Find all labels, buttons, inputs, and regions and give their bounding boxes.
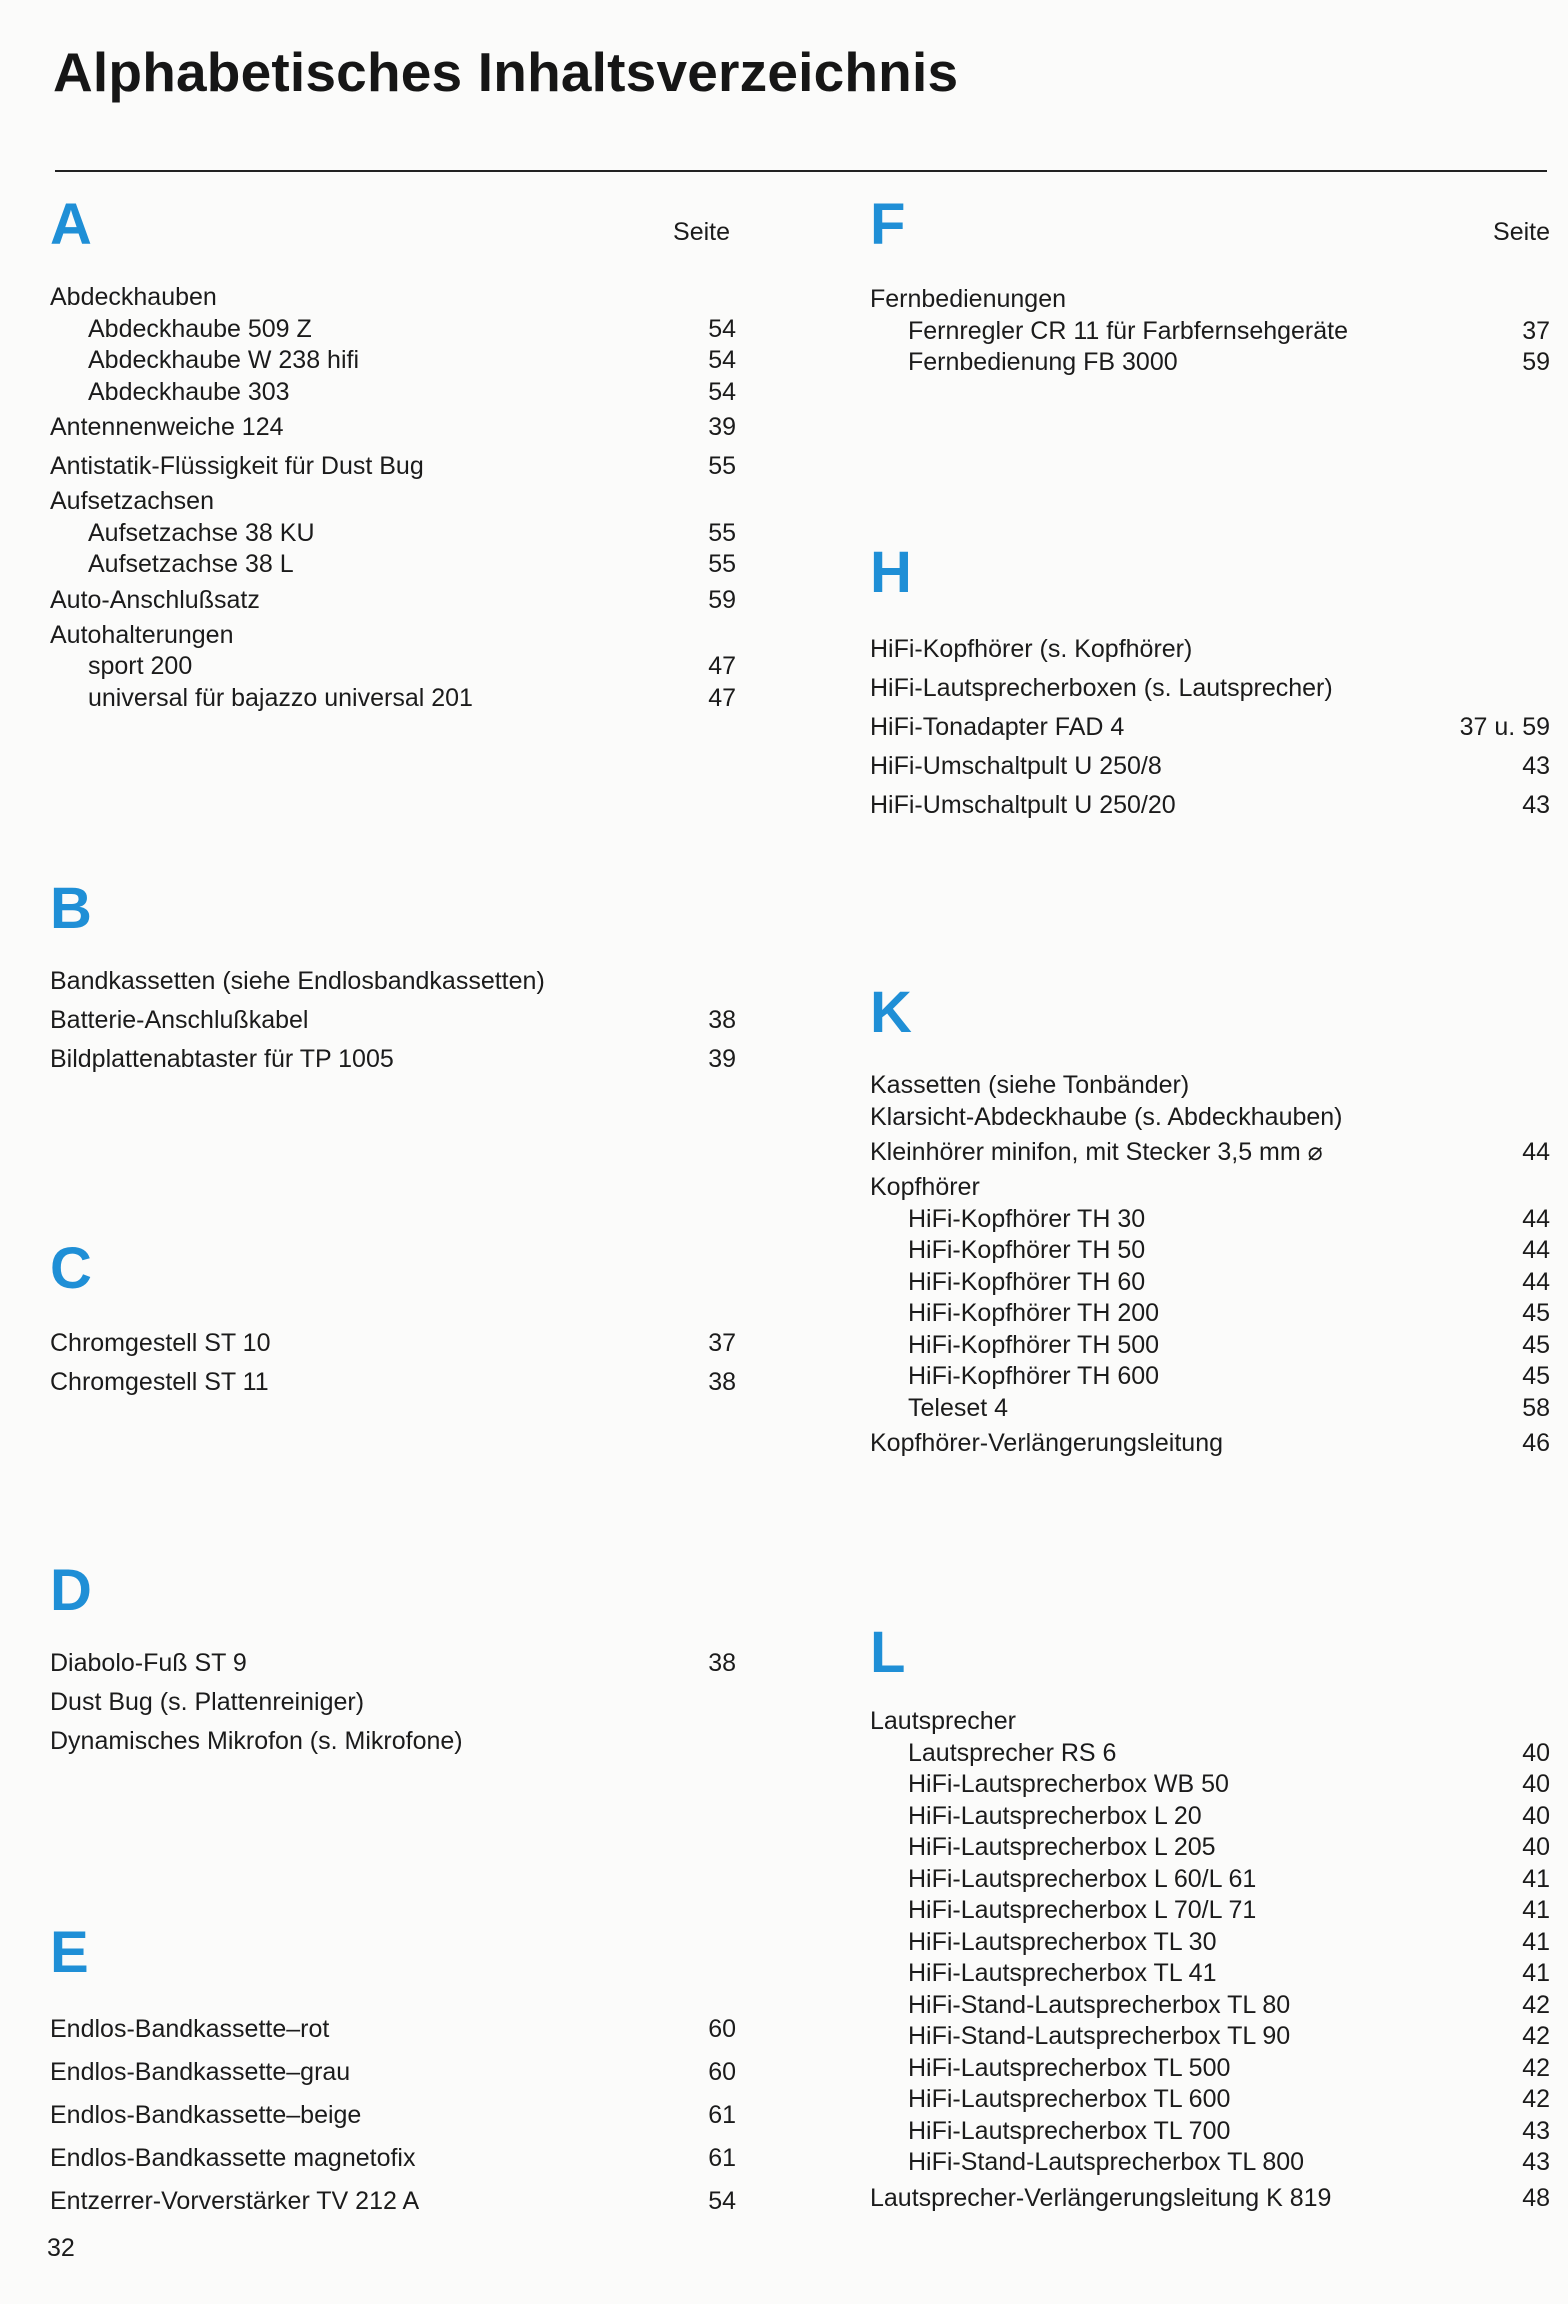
index-entry: HiFi-Lautsprecherboxen (s. Lautsprecher) (870, 674, 1333, 702)
index-entry: Chromgestell ST 10 37 (50, 1329, 736, 1357)
entries-list (50, 1644, 736, 1761)
index-entry: Diabolo-Fuß ST 9 38 (50, 1649, 736, 1677)
index-subentry: HiFi-Kopfhörer TH 500 45 (908, 1330, 1550, 1359)
index-entry: HiFi-Umschaltpult U 250/20 43 (870, 791, 1550, 819)
index-subentry: HiFi-Lautsprecherbox TL 500 42 (908, 2053, 1550, 2082)
page-number: 32 (47, 2234, 75, 2262)
section-letter: A (50, 192, 92, 257)
section-letter: F (870, 192, 906, 257)
index-subentry: HiFi-Kopfhörer TH 30 44 (908, 1204, 1550, 1233)
entries-list (870, 1706, 1550, 2218)
index-entry: Autohalterungen (50, 620, 234, 649)
index-subentry: HiFi-Lautsprecherbox TL 600 42 (908, 2085, 1550, 2113)
section-letter: D (50, 1558, 92, 1623)
index-subentry: Aufsetzachse 38 KU 55 (88, 518, 736, 547)
index-entry: Auto-Anschlußsatz 59 (50, 585, 736, 614)
entries-list (50, 282, 736, 714)
index-subentry: Abdeckhaube 303 54 (88, 377, 736, 406)
index-subentry: HiFi-Lautsprecherbox WB 50 40 (908, 1770, 1550, 1798)
index-entry: HiFi-Umschaltpult U 250/8 43 (870, 752, 1550, 780)
entries-list (50, 1324, 736, 1402)
index-subentry: HiFi-Kopfhörer TH 60 44 (908, 1267, 1550, 1296)
index-subentry: HiFi-Stand-Lautsprecherbox TL 80 42 (908, 1990, 1550, 2019)
title-rule (55, 170, 1547, 172)
index-entry: Endlos-Bandkassette–rot 60 (50, 2015, 736, 2043)
index-entry: Antistatik-Flüssigkeit für Dust Bug 55 (50, 452, 736, 480)
index-subentry: HiFi-Stand-Lautsprecherbox TL 90 42 (908, 2022, 1550, 2050)
index-entry: Chromgestell ST 11 38 (50, 1368, 736, 1396)
index-subentry: HiFi-Kopfhörer TH 200 45 (908, 1299, 1550, 1327)
index-subentry: HiFi-Kopfhörer TH 600 45 (908, 1362, 1550, 1390)
entries-list (870, 284, 1550, 379)
index-entry: Kopfhörer (870, 1173, 980, 1201)
index-subentry: HiFi-Lautsprecherbox TL 41 41 (908, 1959, 1550, 1987)
index-entry: Abdeckhauben (50, 283, 217, 311)
index-entry: Bildplattenabtaster für TP 1005 39 (50, 1045, 736, 1073)
index-entry: Aufsetzachsen (50, 487, 214, 515)
index-subentry: HiFi-Lautsprecherbox L 205 40 (908, 1833, 1550, 1861)
index-entry: Dust Bug (s. Plattenreiniger) (50, 1688, 365, 1716)
index-subentry: HiFi-Stand-Lautsprecherbox TL 800 43 (908, 2148, 1550, 2176)
entries-list (870, 630, 1550, 825)
index-entry: Batterie-Anschlußkabel 38 (50, 1006, 736, 1034)
index-entry: Endlos-Bandkassette–grau 60 (50, 2058, 736, 2086)
index-subentry: Lautsprecher RS 6 40 (908, 1738, 1550, 1767)
entries-list (50, 2008, 736, 2223)
index-entry: Antennenweiche 124 39 (50, 413, 736, 441)
index-entry: Entzerrer-Vorverstärker TV 212 A 54 (50, 2187, 736, 2215)
section-letter: H (870, 540, 912, 605)
index-subentry: Teleset 4 58 (908, 1393, 1550, 1422)
section-letter: E (50, 1920, 89, 1985)
page-title: Alphabetisches Inhaltsverzeichnis (53, 41, 959, 103)
index-entry: Endlos-Bandkassette–beige 61 (50, 2101, 736, 2129)
index-subentry: Fernbedienung FB 3000 59 (908, 348, 1550, 376)
index-subentry: Fernregler CR 11 für Farbfernsehgeräte 37 (908, 316, 1550, 345)
section-letter: L (870, 1620, 906, 1685)
section-letter: B (50, 876, 92, 941)
index-subentry: universal für bajazzo universal 201 47 (88, 683, 736, 712)
index-entry: Kassetten (siehe Tonbänder) (870, 1071, 1190, 1099)
index-entry: Kopfhörer-Verlängerungsleitung 46 (870, 1429, 1550, 1457)
index-subentry: HiFi-Lautsprecherbox TL 30 41 (908, 1927, 1550, 1956)
entries-list (50, 962, 736, 1079)
index-entry: Endlos-Bandkassette magnetofix 61 (50, 2144, 736, 2172)
index-subentry: HiFi-Lautsprecherbox TL 700 43 (908, 2116, 1550, 2145)
index-subentry: HiFi-Kopfhörer TH 50 44 (908, 1236, 1550, 1264)
index-subentry: HiFi-Lautsprecherbox L 60/L 61 41 (908, 1864, 1550, 1893)
section-letter: K (870, 980, 912, 1045)
index-entry: Lautsprecher-Verlängerungsleitung K 819 48 (870, 2183, 1550, 2212)
index-entry: Fernbedienungen (870, 285, 1066, 313)
index-subentry: Abdeckhaube 509 Z 54 (88, 314, 736, 343)
index-subentry: HiFi-Lautsprecherbox L 20 40 (908, 1801, 1550, 1830)
index-entry: Klarsicht-Abdeckhaube (s. Abdeckhauben) (870, 1102, 1343, 1131)
index-subentry: Aufsetzachse 38 L 55 (88, 550, 736, 578)
index-subentry: Abdeckhaube W 238 hifi 54 (88, 346, 736, 374)
index-subentry: sport 200 47 (88, 652, 736, 680)
index-entry: HiFi-Kopfhörer (s. Kopfhörer) (870, 635, 1193, 663)
index-entry: Bandkassetten (siehe Endlosbandkassetten) (50, 967, 545, 995)
entries-list (870, 1070, 1550, 1463)
section-letter: C (50, 1236, 92, 1301)
seite-label: Seite (1493, 218, 1550, 246)
index-entry: Dynamisches Mikrofon (s. Mikrofone) (50, 1727, 463, 1755)
index-entry: Lautsprecher (870, 1707, 1016, 1735)
index-subentry: HiFi-Lautsprecherbox L 70/L 71 41 (908, 1896, 1550, 1924)
index-entry: HiFi-Tonadapter FAD 4 37 u. 59 (870, 713, 1550, 741)
index-entry: Kleinhörer minifon, mit Stecker 3,5 mm ⌀ 44 (870, 1138, 1550, 1166)
seite-label: Seite (673, 218, 730, 246)
